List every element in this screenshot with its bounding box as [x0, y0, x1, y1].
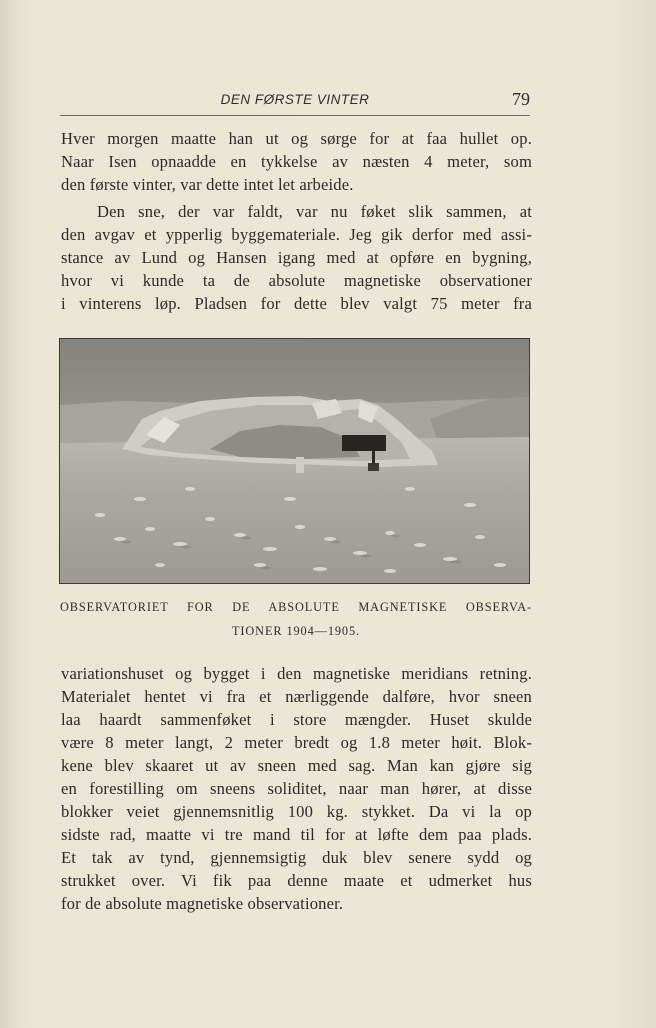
observatory-photograph: [59, 338, 530, 584]
text-line: en forestilling om sneens soliditet, naar man hører, at disse: [61, 779, 532, 798]
text-line: den avgav et ypperlig byggemateriale. Jeg gik derfor med assi-: [61, 225, 532, 244]
text-line: i vinterens løp. Pladsen for dette blev valgt 75 meter fra: [61, 294, 532, 313]
figure-caption-line: TIONER 1904—1905.: [231, 624, 360, 638]
text-line: laa haardt sammenføket i store mængder. Huset skulde: [61, 710, 532, 729]
text-line: sidste rad, maatte vi tre mand til for at løfte dem paa plads.: [61, 825, 532, 844]
text-line: Et tak av tynd, gjennemsigtig duk blev senere sydd og: [61, 848, 532, 867]
text-line: den første vinter, var dette intet let arbeide.: [61, 175, 354, 194]
text-line: Den sne, der var faldt, var nu føket slik sammen, at: [97, 202, 532, 221]
text-line: Materialet hentet vi fra et nærliggende dalføre, hvor sneen: [61, 687, 532, 706]
text-line: blokker veiet gjennemsnitlig 100 kg. stykket. Da vi la op: [61, 802, 532, 821]
text-line: hvor vi kunde ta de absolute magnetiske observationer: [61, 271, 532, 290]
text-line: være 8 meter langt, 2 meter bredt og 1.8 meter høit. Blok-: [61, 733, 532, 752]
text-line: for de absolute magnetiske observationer.: [61, 894, 344, 913]
figure-caption-line: OBSERVATORIET FOR DE ABSOLUTE MAGNETISKE OBSERVA-: [60, 600, 532, 614]
text-line: strukket over. Vi fik paa denne maate et udmerket hus: [61, 871, 532, 890]
text-line: kene blev skaaret ut av sneen med sag. Man kan gjøre sig: [61, 756, 532, 775]
page-number: 79: [512, 89, 530, 109]
page-header: [60, 91, 530, 116]
text-line: Hver morgen maatte han ut og sørge for at faa hullet op.: [61, 129, 532, 148]
text-line: Naar Isen opnaadde en tykkelse av næsten 4 meter, som: [61, 152, 532, 171]
running-head: DEN FØRSTE VINTER: [220, 92, 370, 107]
text-line: stance av Lund og Hansen igang med at opføre en bygning,: [61, 248, 532, 267]
text-line: variationshuset og bygget i den magnetiske meridians retning.: [61, 664, 532, 683]
